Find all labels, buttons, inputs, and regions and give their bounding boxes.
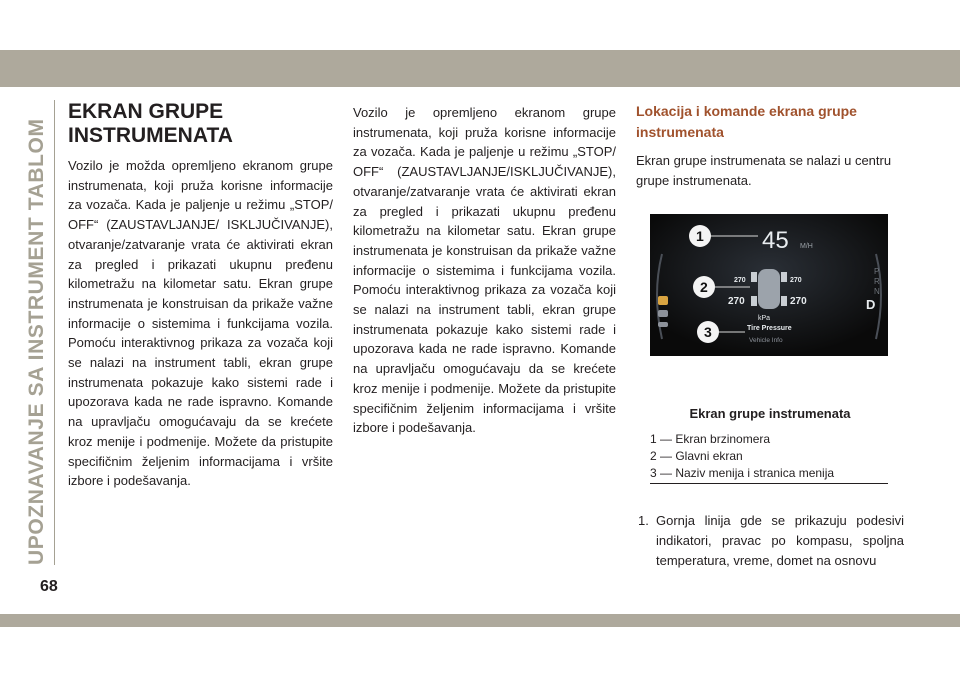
numbered-list-item xyxy=(636,511,904,571)
tire-front-left-value: 270 xyxy=(734,277,746,284)
speed-value: 45 xyxy=(762,227,789,254)
tire-front-right-icon xyxy=(781,272,787,282)
speed-unit: M/H xyxy=(800,243,813,250)
tire-front-left-icon xyxy=(751,272,757,282)
heading-line-2: INSTRUMENATA xyxy=(68,124,233,147)
figure-caption: Ekran grupe instrumenata xyxy=(689,406,851,421)
subsection-heading: Lokacija i komande ekrana grupe instrumenata xyxy=(636,103,857,140)
menu-next-item: Vehicle Info xyxy=(749,337,783,344)
callout-2-number: 2 xyxy=(700,279,708,295)
gear-n: N xyxy=(874,287,880,296)
gear-r: R xyxy=(874,277,880,286)
body-paragraph-1: Vozilo je možda opremljeno ekranom grupe instrumenata, koji pruža korisne informacije za vozača. Kada je paljenje u režimu „STOP/ OFF“ (ZAUSTAVLJANJE/ ISKLJUČIVANJE), otvaranje/zatvaranje vrata će aktivirati ekran za pregled i prikazati ukupnu pređenu kilometražu na kilometar satu. Ekran grupe instrumenata je konstruisan da prikaže važne informacije o sistemima i funkcijama vozila. Pomoću interaktivnog prikaza za vozača koji se nalazi na instrument tabli, ekran grupe instrumenata pokazuje kako sistemi rade i upozorava kada ne rade ispravno. Komande na upravljaču omogućavaju da se krećete kroz menije i podmenije. Možete da pristupite specifičnim željenim informacijama i vršite izbore i podešavanja. xyxy=(68,158,333,489)
indicator-icon xyxy=(658,310,668,317)
cluster-display-image xyxy=(650,214,888,356)
legend-divider xyxy=(650,483,888,484)
callout-1-number: 1 xyxy=(696,228,704,244)
legend-item-2: 2 — Glavni ekran xyxy=(650,449,743,463)
bottom-band xyxy=(0,614,960,627)
page-number: 68 xyxy=(40,578,58,595)
column-3 xyxy=(636,101,904,190)
body-paragraph-2: Vozilo je opremljeno ekranom grupe instrumenata, koji pruža korisne informacije za vozača. Kada je paljenje u režimu „STOP/ OFF“ (ZAUSTAVLJANJE/ISKLJUČIVANJE), otvaranje/zatvaranje vrata će aktivirati ekran za pregled i prikazati ukupnu pređenu kilometražu na kilometar satu. Ekran grupe instrumenata je konstruisan da prikaže važne informacije o sistemima i funkcijama vozila. Pomoću interaktivnog prikaza za vozača koji se nalazi na instrument tabli, ekran grupe instrumenata pokazuje kako sistemi rade i upozorava kada ne rade ispravno. Komande na upravljaču omogućavaju da se krećete kroz menije i podmenije. Možete da pristupite specifičnim željenim informacijama i vršite izbore i podešavanja. xyxy=(353,105,616,436)
indicator-icon xyxy=(658,296,668,305)
side-section-title: UPOZNAVANJE SA INSTRUMENT TABLOM xyxy=(25,118,48,565)
callout-3-number: 3 xyxy=(704,324,712,340)
pressure-unit: kPa xyxy=(758,315,771,322)
tire-front-right-value: 270 xyxy=(790,277,802,284)
tire-rear-right-icon xyxy=(781,296,787,306)
legend-item-3: 3 — Naziv menija i stranica menija xyxy=(650,466,835,480)
section-heading xyxy=(68,100,333,148)
tire-rear-left-value: 270 xyxy=(728,296,745,307)
column-2 xyxy=(353,103,616,438)
indicator-icon xyxy=(658,322,668,327)
legend-item-1: 1 — Ekran brzinomera xyxy=(650,432,771,446)
list-item-number: 1. xyxy=(638,513,649,528)
column-1 xyxy=(68,100,333,491)
car-icon xyxy=(758,269,780,309)
figure-legend xyxy=(650,431,888,482)
tire-rear-right-value: 270 xyxy=(790,296,807,307)
cluster-display-svg xyxy=(650,214,888,356)
body-paragraph-3: Ekran grupe instrumenata se nalazi u centru grupe instrumenata. xyxy=(636,153,892,188)
top-band xyxy=(0,50,960,87)
gear-d: D xyxy=(866,297,876,312)
list-item-text: Gornja linija gde se prikazuju podesivi indikatori, pravac po kompasu, spoljna temperatura, vreme, domet na osnovu xyxy=(656,513,904,568)
menu-title: Tire Pressure xyxy=(747,325,792,332)
heading-line-1: EKRAN GRUPE xyxy=(68,100,224,123)
gear-p: P xyxy=(874,267,880,276)
tire-rear-left-icon xyxy=(751,296,757,306)
side-divider xyxy=(54,100,55,565)
